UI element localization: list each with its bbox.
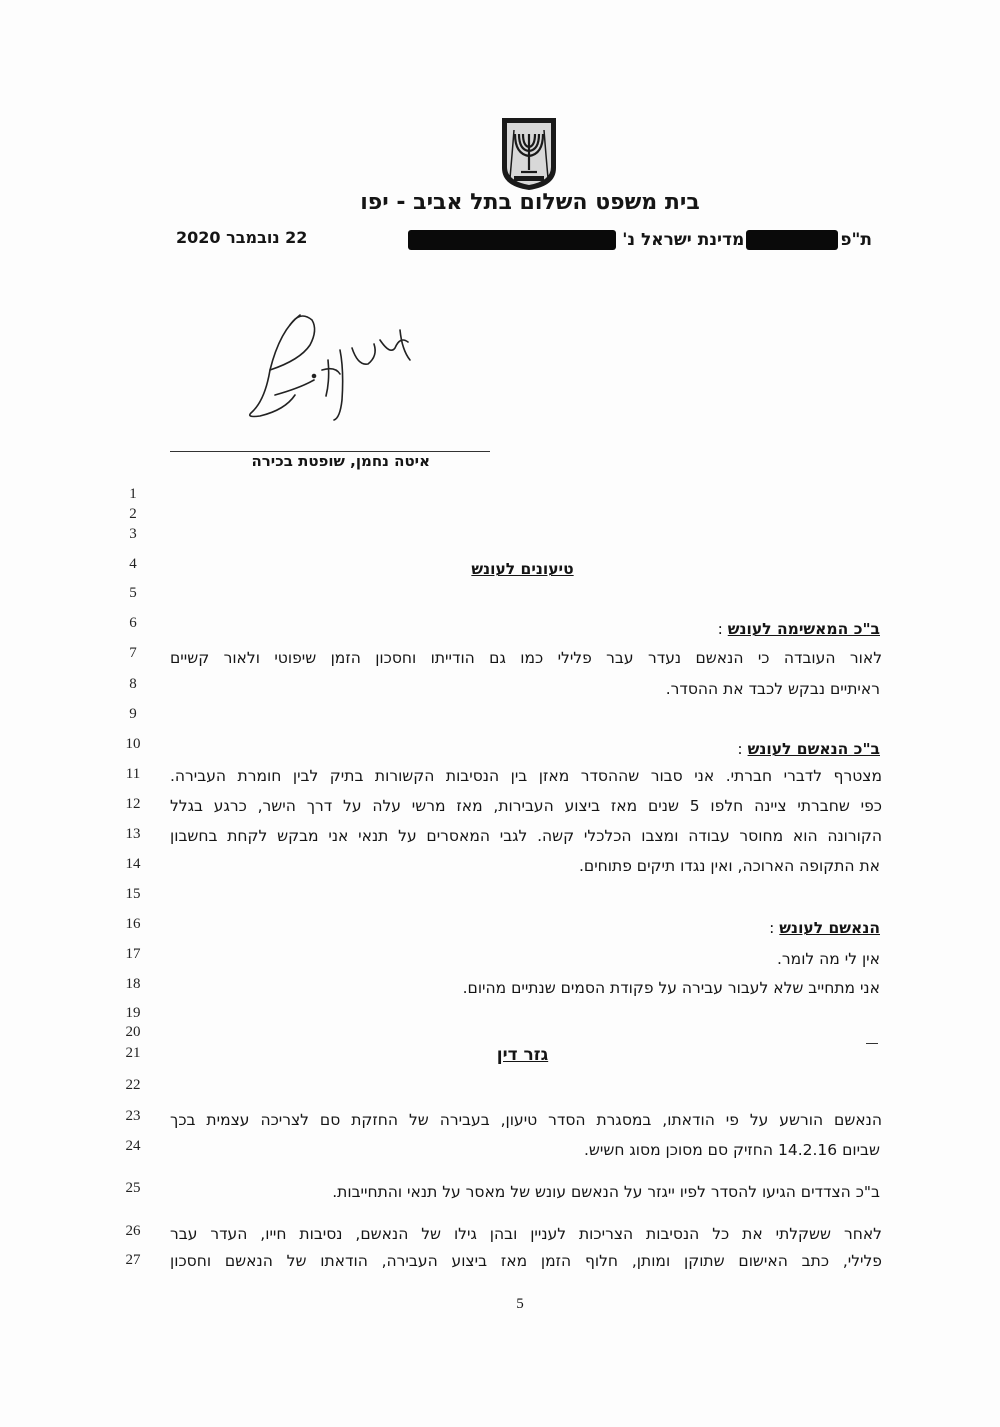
redacted-case-number xyxy=(746,230,838,250)
line-number: 11 xyxy=(125,766,141,782)
heading-colon: : xyxy=(737,740,743,758)
defense-heading xyxy=(160,740,880,758)
verdict-line-2: שביום 14.2.16 החזיק סם מסוכן מסוג חשיש. xyxy=(583,1141,880,1159)
defense-line-1: מצטרף לדברי חברתי. אני סבור שההסדר מאזן בין הנסיבות הקשורות בתיק לבין חומרת העבירה. xyxy=(170,767,882,785)
line-number: 9 xyxy=(129,706,137,722)
prosecution-line-1: לאור העובדה כי הנאשם נעדר עבר פלילי כמו גם הודייתו וחסכון הזמן שיפוטי ולאור קשיים xyxy=(170,649,882,667)
verdict-line-4: לאחר ששקלתי את כל הנסיבות הצריכות לעניין ובהן גילו של הנאשם, נסיבות חייו, העדר עבר xyxy=(170,1225,882,1243)
accused-heading xyxy=(160,919,880,937)
prosecution-header: ב"כ המאשימה לעונש xyxy=(727,620,880,638)
defense-header: ב"כ הנאשם לעונש xyxy=(747,740,880,758)
verdict-line-3: ב"כ הצדדים הגיעו להסדר לפיו ייגזר על הנאשם עונש של מאסר על תנאי והתחייבות. xyxy=(332,1183,880,1201)
heading-colon: : xyxy=(769,919,775,937)
line-number: 7 xyxy=(129,645,137,661)
line-number: 23 xyxy=(125,1108,141,1124)
accused-line-1: אין לי מה לומר. xyxy=(777,950,880,968)
court-name: בית משפט השלום בתל אביב - יפו xyxy=(360,190,700,215)
verdict-line-1: הנאשם הורשע על פי הודאתו, במסגרת הסדר טיעון, בעבירה של החזקת סם לצריכה עצמית בכך xyxy=(170,1111,882,1129)
line-number: 25 xyxy=(125,1180,141,1196)
line-number: 18 xyxy=(125,976,141,992)
line-number: 27 xyxy=(125,1252,141,1268)
judge-signature xyxy=(240,300,430,430)
line-number: 13 xyxy=(125,826,141,842)
judge-name: איטה נחמן, שופטת בכירה xyxy=(251,452,430,470)
case-prefix: ת"פ xyxy=(840,230,872,250)
line-number: 12 xyxy=(125,796,141,812)
line-number: 2 xyxy=(129,506,137,522)
line-number: 6 xyxy=(129,615,137,631)
line-number: 21 xyxy=(125,1045,141,1061)
line-number: 22 xyxy=(125,1077,141,1093)
line-number: 20 xyxy=(125,1024,141,1040)
line-number: 17 xyxy=(125,946,141,962)
line-number: 26 xyxy=(125,1223,141,1239)
case-parties: מדינת ישראל נ' xyxy=(622,230,745,250)
accused-line-2: אני מתחייב שלא לעבור עבירה על פקודת הסמים שנתיים מהיום. xyxy=(462,979,880,997)
heading-colon: : xyxy=(717,620,723,638)
defense-line-3: הקורונה הוא מחוסר עבודה ומצבו הכלכלי קשה. לגבי המאסרים על תנאי אני מבקש לקחת בחשבון xyxy=(170,827,882,845)
line-number: 16 xyxy=(125,916,141,932)
section-title-verdict: גזר דין xyxy=(496,1045,549,1065)
defense-line-4: את התקופה הארוכה, ואין נגדו תיקים פתוחים. xyxy=(578,857,880,875)
state-emblem-icon xyxy=(498,116,560,192)
prosecution-heading xyxy=(160,620,880,638)
prosecution-line-2: ראיתיים נבקש לכבד את ההסדר. xyxy=(665,680,880,698)
line-number: 4 xyxy=(129,556,137,572)
defense-line-2: כפי שחברתי ציינה חלפו 5 שנים מאז ביצוע העבירות, מאז מרשי עלה על דרך הישר, כרגע בגלל xyxy=(170,797,882,815)
case-caption xyxy=(408,230,872,250)
stray-mark xyxy=(866,1043,878,1044)
line-number: 24 xyxy=(125,1138,141,1154)
page-number: 5 xyxy=(516,1296,524,1312)
section-title-arguments: טיעונים לעונש xyxy=(471,560,574,578)
line-number: 8 xyxy=(129,676,137,692)
line-number: 10 xyxy=(125,736,141,752)
line-number: 3 xyxy=(129,526,137,542)
accused-header: הנאשם לעונש xyxy=(779,919,880,937)
line-number: 14 xyxy=(125,856,141,872)
line-number: 1 xyxy=(129,486,137,502)
verdict-line-5: פלילי, כתב האישום שתוקן ומותן, חלוף הזמן מאז ביצוע העבירה, הודאתו של הנאשם וחסכון xyxy=(170,1252,882,1270)
hearing-date: 22 נובמבר 2020 xyxy=(176,228,308,247)
redacted-defendant-name xyxy=(408,230,616,250)
line-number: 19 xyxy=(125,1005,141,1021)
line-number: 5 xyxy=(129,585,137,601)
line-number: 15 xyxy=(125,886,141,902)
